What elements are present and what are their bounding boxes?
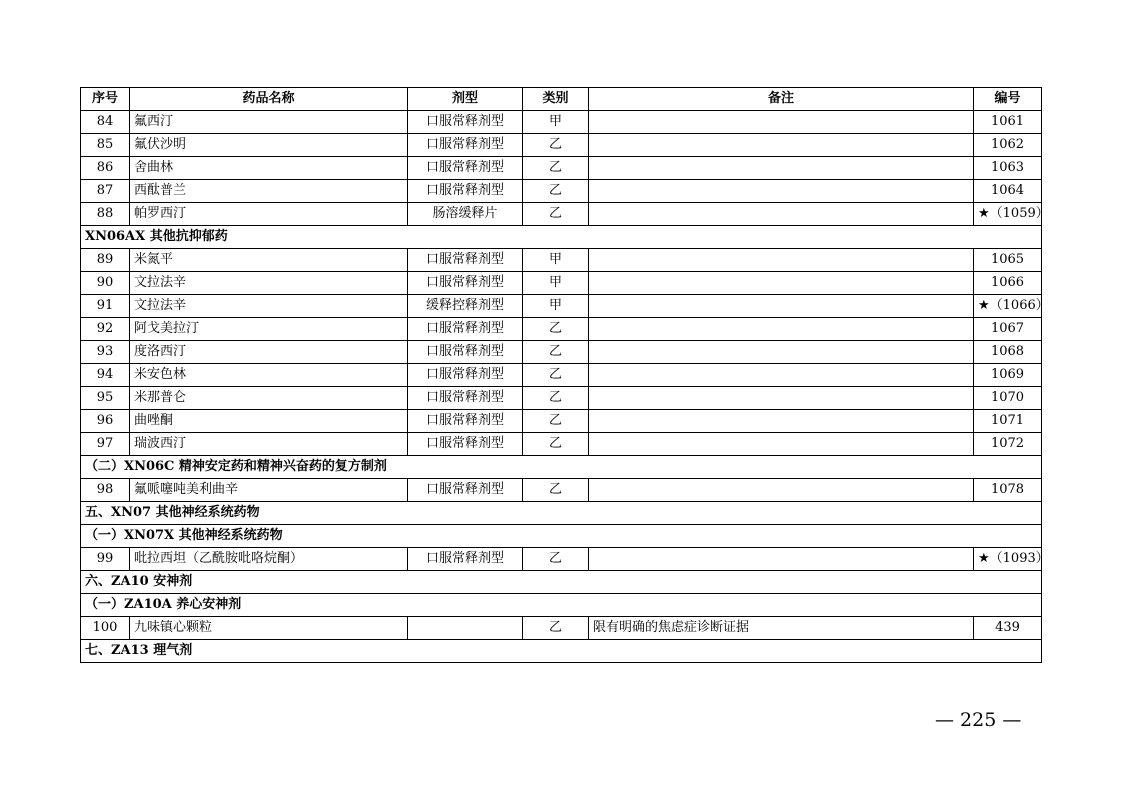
cell-form xyxy=(408,617,523,640)
cell-seq: 93 xyxy=(81,341,130,364)
cell-seq: 84 xyxy=(81,111,130,134)
cell-seq: 97 xyxy=(81,433,130,456)
cell-remark xyxy=(589,410,974,433)
page-number: — 225 — xyxy=(935,709,1022,731)
cell-seq: 86 xyxy=(81,157,130,180)
section-title: XN06AX 其他抗抑郁药 xyxy=(81,226,1042,249)
cell-seq: 87 xyxy=(81,180,130,203)
cell-code: 1071 xyxy=(974,410,1042,433)
cell-category: 乙 xyxy=(523,410,589,433)
cell-code: 1061 xyxy=(974,111,1042,134)
table-row xyxy=(81,387,1042,410)
cell-name: 氟伏沙明 xyxy=(130,134,408,157)
cell-category: 乙 xyxy=(523,548,589,571)
cell-seq: 96 xyxy=(81,410,130,433)
table-row xyxy=(81,157,1042,180)
cell-category: 乙 xyxy=(523,341,589,364)
cell-name: 度洛西汀 xyxy=(130,341,408,364)
cell-category: 乙 xyxy=(523,433,589,456)
cell-name: 舍曲林 xyxy=(130,157,408,180)
cell-code: ★（1059） xyxy=(974,203,1042,226)
cell-name: 文拉法辛 xyxy=(130,295,408,318)
cell-name: 氟西汀 xyxy=(130,111,408,134)
section-row xyxy=(81,594,1042,617)
cell-code: 1065 xyxy=(974,249,1042,272)
cell-form: 口服常释剂型 xyxy=(408,134,523,157)
cell-category: 乙 xyxy=(523,364,589,387)
cell-form: 口服常释剂型 xyxy=(408,410,523,433)
cell-seq: 85 xyxy=(81,134,130,157)
cell-form: 口服常释剂型 xyxy=(408,433,523,456)
cell-code: ★（1093） xyxy=(974,548,1042,571)
cell-form: 口服常释剂型 xyxy=(408,157,523,180)
table-row xyxy=(81,617,1042,640)
cell-form: 口服常释剂型 xyxy=(408,180,523,203)
cell-code: 1063 xyxy=(974,157,1042,180)
table-row xyxy=(81,364,1042,387)
table-row xyxy=(81,548,1042,571)
cell-code: 1064 xyxy=(974,180,1042,203)
table-row xyxy=(81,295,1042,318)
section-row xyxy=(81,525,1042,548)
cell-seq: 95 xyxy=(81,387,130,410)
table-row xyxy=(81,180,1042,203)
cell-category: 乙 xyxy=(523,479,589,502)
cell-seq: 90 xyxy=(81,272,130,295)
cell-remark xyxy=(589,249,974,272)
section-title: （二）XN06C 精神安定药和精神兴奋药的复方制剂 xyxy=(81,456,1042,479)
header-name: 药品名称 xyxy=(130,88,408,111)
header-category: 类别 xyxy=(523,88,589,111)
cell-code: 1078 xyxy=(974,479,1042,502)
cell-form: 口服常释剂型 xyxy=(408,387,523,410)
cell-remark xyxy=(589,548,974,571)
cell-remark xyxy=(589,433,974,456)
header-row xyxy=(81,88,1042,111)
cell-category: 乙 xyxy=(523,157,589,180)
table-row xyxy=(81,272,1042,295)
cell-name: 九味镇心颗粒 xyxy=(130,617,408,640)
cell-seq: 88 xyxy=(81,203,130,226)
header-remark: 备注 xyxy=(589,88,974,111)
table-row xyxy=(81,433,1042,456)
cell-remark xyxy=(589,387,974,410)
cell-remark xyxy=(589,203,974,226)
cell-category: 甲 xyxy=(523,295,589,318)
cell-name: 瑞波西汀 xyxy=(130,433,408,456)
cell-category: 甲 xyxy=(523,249,589,272)
cell-category: 乙 xyxy=(523,387,589,410)
table-row xyxy=(81,479,1042,502)
cell-remark xyxy=(589,272,974,295)
section-title: 六、ZA10 安神剂 xyxy=(81,571,1042,594)
drug-table xyxy=(80,87,1049,663)
table-row xyxy=(81,203,1042,226)
cell-name: 文拉法辛 xyxy=(130,272,408,295)
cell-name: 米氮平 xyxy=(130,249,408,272)
cell-category: 乙 xyxy=(523,134,589,157)
cell-remark: 限有明确的焦虑症诊断证据 xyxy=(589,617,974,640)
cell-form: 口服常释剂型 xyxy=(408,272,523,295)
cell-form: 口服常释剂型 xyxy=(408,249,523,272)
cell-seq: 92 xyxy=(81,318,130,341)
cell-remark xyxy=(589,180,974,203)
cell-name: 曲唑酮 xyxy=(130,410,408,433)
cell-name: 阿戈美拉汀 xyxy=(130,318,408,341)
cell-form: 口服常释剂型 xyxy=(408,318,523,341)
cell-code: 1062 xyxy=(974,134,1042,157)
cell-code: 439 xyxy=(974,617,1042,640)
cell-seq: 91 xyxy=(81,295,130,318)
section-row xyxy=(81,640,1042,663)
header-form: 剂型 xyxy=(408,88,523,111)
cell-form: 肠溶缓释片 xyxy=(408,203,523,226)
section-row xyxy=(81,571,1042,594)
cell-category: 甲 xyxy=(523,272,589,295)
table-row xyxy=(81,249,1042,272)
section-row xyxy=(81,226,1042,249)
cell-code: ★（1066） xyxy=(974,295,1042,318)
header-seq: 序号 xyxy=(81,88,130,111)
table-row xyxy=(81,111,1042,134)
cell-code: 1067 xyxy=(974,318,1042,341)
cell-name: 西酞普兰 xyxy=(130,180,408,203)
cell-category: 乙 xyxy=(523,617,589,640)
cell-remark xyxy=(589,295,974,318)
section-row xyxy=(81,502,1042,525)
table-body xyxy=(81,111,1049,663)
section-title: （一）XN07X 其他神经系统药物 xyxy=(81,525,1042,548)
cell-remark xyxy=(589,134,974,157)
cell-code: 1072 xyxy=(974,433,1042,456)
header-code: 编号 xyxy=(974,88,1042,111)
cell-form: 口服常释剂型 xyxy=(408,111,523,134)
cell-category: 乙 xyxy=(523,203,589,226)
cell-name: 吡拉西坦（乙酰胺吡咯烷酮） xyxy=(130,548,408,571)
cell-name: 氟哌噻吨美利曲辛 xyxy=(130,479,408,502)
cell-remark xyxy=(589,479,974,502)
cell-form: 口服常释剂型 xyxy=(408,548,523,571)
cell-remark xyxy=(589,364,974,387)
cell-code: 1068 xyxy=(974,341,1042,364)
cell-form: 口服常释剂型 xyxy=(408,341,523,364)
cell-name: 米安色林 xyxy=(130,364,408,387)
table-row xyxy=(81,134,1042,157)
cell-seq: 100 xyxy=(81,617,130,640)
section-title: 七、ZA13 理气剂 xyxy=(81,640,1042,663)
section-row xyxy=(81,456,1042,479)
cell-category: 乙 xyxy=(523,180,589,203)
table-row xyxy=(81,341,1042,364)
cell-seq: 99 xyxy=(81,548,130,571)
cell-form: 口服常释剂型 xyxy=(408,364,523,387)
cell-code: 1069 xyxy=(974,364,1042,387)
cell-form: 口服常释剂型 xyxy=(408,479,523,502)
cell-seq: 98 xyxy=(81,479,130,502)
cell-remark xyxy=(589,111,974,134)
section-title: 五、XN07 其他神经系统药物 xyxy=(81,502,1042,525)
cell-code: 1066 xyxy=(974,272,1042,295)
cell-category: 乙 xyxy=(523,318,589,341)
section-title: （一）ZA10A 养心安神剂 xyxy=(81,594,1042,617)
cell-remark xyxy=(589,157,974,180)
cell-seq: 94 xyxy=(81,364,130,387)
table-row xyxy=(81,318,1042,341)
cell-name: 帕罗西汀 xyxy=(130,203,408,226)
table-row xyxy=(81,410,1042,433)
cell-code: 1070 xyxy=(974,387,1042,410)
cell-remark xyxy=(589,318,974,341)
cell-form: 缓释控释剂型 xyxy=(408,295,523,318)
cell-name: 米那普仑 xyxy=(130,387,408,410)
cell-category: 甲 xyxy=(523,111,589,134)
cell-seq: 89 xyxy=(81,249,130,272)
cell-remark xyxy=(589,341,974,364)
